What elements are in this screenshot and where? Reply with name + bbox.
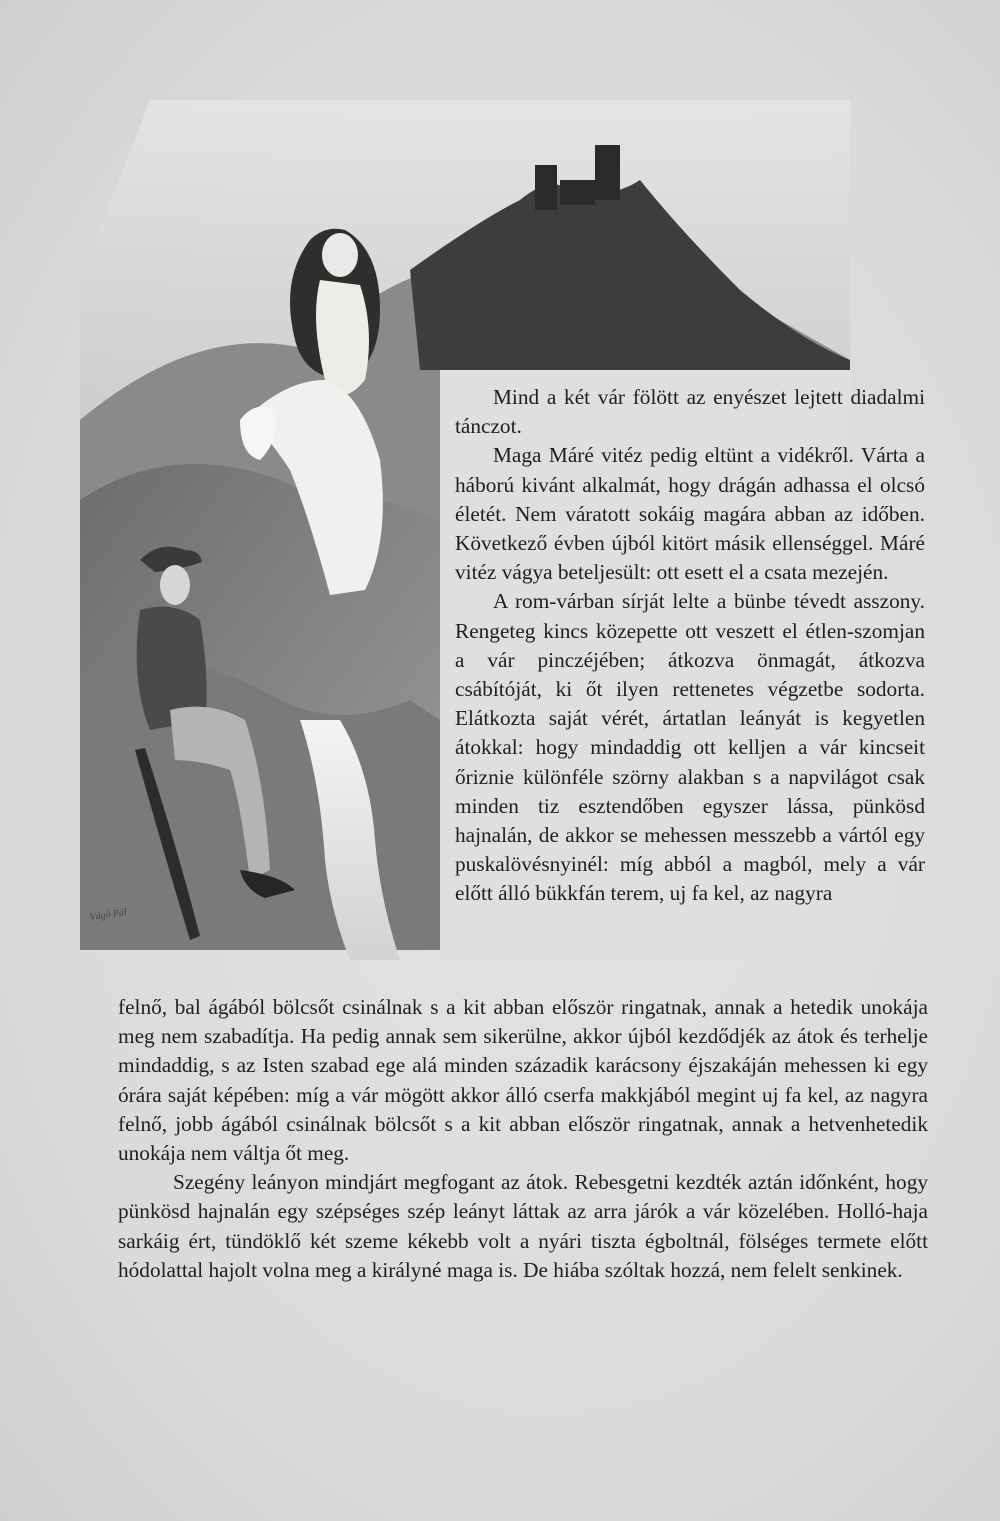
- paragraph-column-2: Maga Máré vitéz pedig eltünt a vidékről. Várta a háború kivánt alkalmát, hogy drágán adhassa el olcsó életét. Nem váratott sokáig magára abban az időben. Következő évben újból kitört másik ellenséggel. Máré vitéz vágya beteljesült: ott esett el a csata mezején.: [455, 443, 925, 585]
- paragraph-column-3: A rom-várban sírját lelte a bünbe tévedt asszony. Rengeteg kincs közepette ott veszett el étlen-szomjan a vár pinczéjében; átkozva önmagát, átkozva csábítóját, ki őt ilyen rettenetes végzetbe sodorta. Elátkozta saját vérét, ártatlan leányát is kegyetlen átokkal: hogy mindaddig ott kelljen a vár kincseit őriznie különféle szörny alakban s a napvilágot csak minden tiz esztendőben egyszer lássa, pünkösd hajnalán, de akkor se mehessen messzebb a vártól egy puskalövésnyinél: míg abból a magból, mely a vár előtt álló bükkfán terem, uj fa kel, az nagyra: [455, 589, 925, 906]
- paragraph-full-1: felnő, bal ágából bölcsőt csinálnak s a kit abban először ringatnak, annak a hetedik unokája meg nem szabadítja. Ha pedig annak sem sikerülne, akkor újból kezdődjék az átok és terhelje mindaddig, s az Isten szabad ege alá minden századik karácsony éjszakáján mehessen ki egy órára saját képében: míg a vár mögött akkor álló cserfa makkjából megint uj fa kel, az nagyra felnő, jobb ágából csinálnak bölcsőt s a kit abban először ringatnak, annak a hetvenhetedik unokája nem váltja őt meg.: [118, 995, 928, 1166]
- artist-signature: Vágó Pál: [88, 906, 128, 923]
- paragraph-column-1: Mind a két vár fölött az enyészet lejtett diadalmi tánczot.: [455, 385, 925, 439]
- text-column: [455, 383, 925, 909]
- engraver-signature: Morelli R. K.: [730, 348, 783, 359]
- text-full-width: [118, 993, 928, 1285]
- paragraph-full-2: Szegény leányon mindjárt megfogant az átok. Rebesgetni kezdték aztán időnként, hogy pünkösd hajnalán egy szépséges szép leányt láttak az arra járók a vár közelében. Holló-haja sarkáig ért, tündöklő két szeme kékebb volt a nyári tiszta égboltnál, fölséges termete előtt hódolattal hajolt volna meg a királyné maga is. De hiába szóltak hozzá, nem felelt senkinek.: [118, 1170, 928, 1282]
